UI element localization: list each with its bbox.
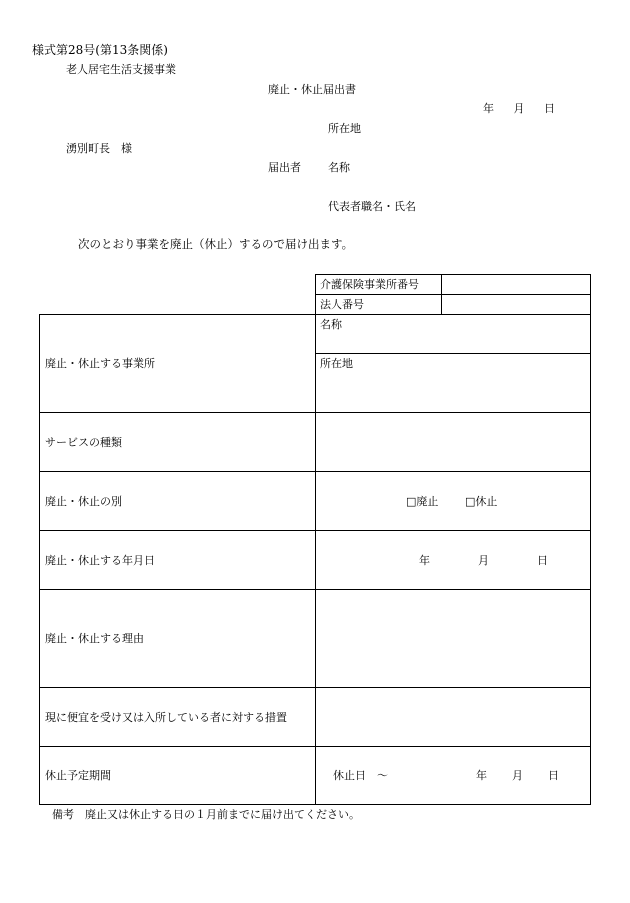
abolish-date-label: 廃止・休止する年月日 (45, 554, 155, 567)
facility-label: 廃止・休止する事業所 (45, 357, 155, 370)
category-option-suspend[interactable]: □休止 (465, 495, 498, 508)
table-border (39, 314, 40, 805)
abolish-date-month: 月 (478, 554, 489, 567)
footnote: 備考 廃止又は休止する日の１月前までに届け出てください。 (52, 808, 360, 821)
corporate-number-label: 法人番号 (320, 298, 364, 311)
suspension-period-month: 月 (512, 769, 523, 782)
representative-label: 代表者職名・氏名 (328, 200, 416, 213)
notifier-address-label: 所在地 (328, 122, 361, 135)
category-option-abolish[interactable]: □廃止 (406, 495, 439, 508)
date-month-label: 月 (513, 102, 525, 115)
abolish-date-day: 日 (537, 554, 548, 567)
date-year-label: 年 (483, 102, 494, 115)
submission-date (483, 103, 555, 114)
reason-label: 廃止・休止する理由 (45, 632, 144, 645)
addressee: 湧別町長 様 (66, 142, 132, 155)
measures-label: 現に便宜を受け又は入所している者に対する措置 (45, 711, 287, 724)
table-border (315, 274, 591, 275)
table-border (315, 274, 316, 805)
service-type-label: サービスの種類 (45, 436, 122, 449)
facility-address-label: 所在地 (320, 357, 353, 370)
suspension-period-from: 休止日 〜 (333, 769, 388, 782)
form-number: 様式第28号(第13条関係) (32, 43, 168, 57)
suspension-period-day: 日 (548, 769, 559, 782)
date-day-label: 日 (544, 102, 555, 115)
table-border (441, 274, 442, 314)
table-border (590, 274, 591, 314)
program-name: 老人居宅生活支援事業 (66, 63, 176, 76)
facility-name-label: 名称 (320, 318, 342, 331)
table-border (590, 314, 591, 805)
abolish-date-year: 年 (419, 554, 430, 567)
intro-statement: 次のとおり事業を廃止（休止）するので届け出ます。 (78, 237, 354, 251)
care-insurance-number-label: 介護保険事業所番号 (320, 278, 419, 291)
table-border (315, 294, 591, 295)
document-title: 廃止・休止届出書 (268, 83, 356, 96)
category-label: 廃止・休止の別 (45, 495, 122, 508)
notifier-name-label: 名称 (328, 161, 350, 174)
table-border (315, 353, 591, 354)
notifier-label: 届出者 (268, 161, 301, 174)
suspension-period-label: 休止予定期間 (45, 769, 111, 782)
suspension-period-year: 年 (476, 769, 487, 782)
